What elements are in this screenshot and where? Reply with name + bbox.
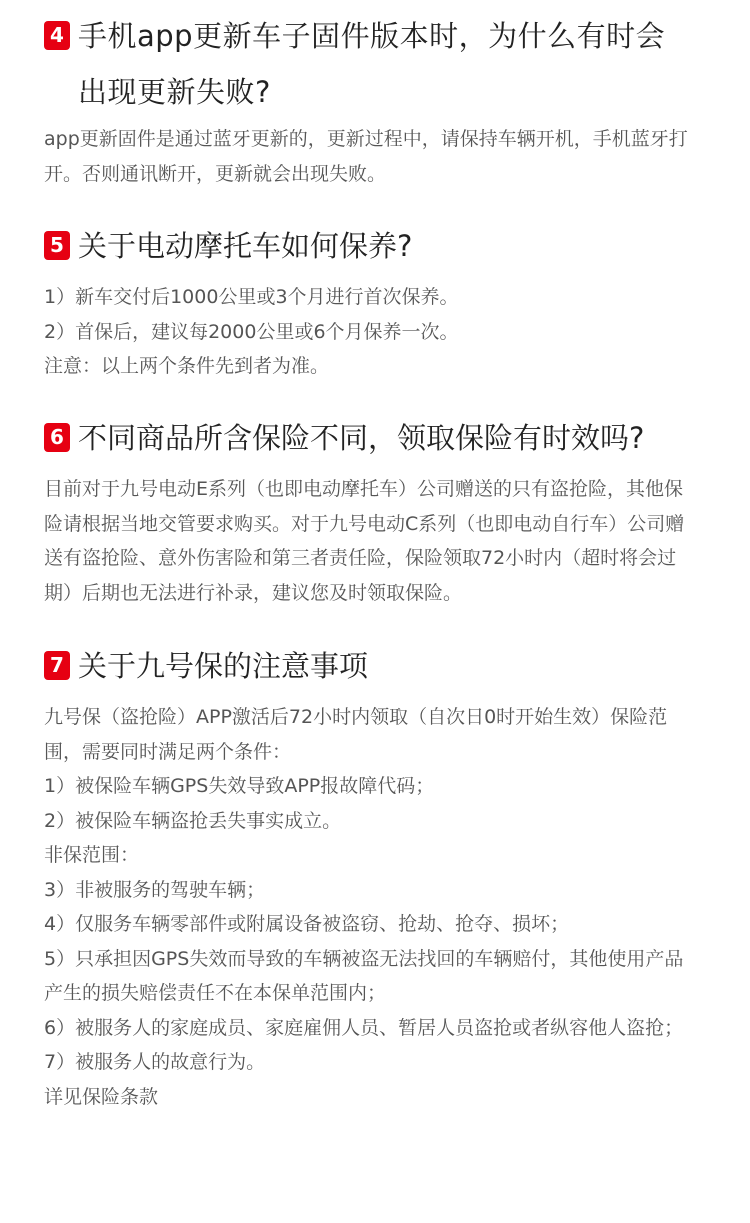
faq-answer xyxy=(44,280,694,384)
faq-title xyxy=(44,8,694,120)
answer-subheading: 非保范围： xyxy=(44,844,140,866)
answer-line: 7）被服务人的故意行为。 xyxy=(44,1051,266,1073)
answer-line: 1）新车交付后1000公里或3个月进行首次保养。 xyxy=(44,286,459,308)
answer-note: 注意：以上两个条件先到者为准。 xyxy=(44,355,330,377)
answer-line: 3）非被服务的驾驶车辆； xyxy=(44,878,266,901)
faq-title xyxy=(44,410,694,466)
faq-item-insurance-validity xyxy=(44,410,694,610)
answer-line: 2）首保后，建议每2000公里或6个月保养一次。 xyxy=(44,320,459,343)
number-badge: 6 xyxy=(44,423,70,452)
faq-title-text: 不同商品所含保险不同，领取保险有时效吗? xyxy=(78,421,645,455)
answer-footnote: 详见保险条款 xyxy=(44,1085,159,1108)
faq-title xyxy=(44,638,694,694)
faq-title-text: 关于九号保的注意事项 xyxy=(78,649,369,683)
answer-line: 4）仅服务车辆零部件或附属设备被盗窃、抢劫、抢夺、损坏； xyxy=(44,913,570,935)
number-badge: 5 xyxy=(44,231,70,260)
faq-answer xyxy=(44,472,694,610)
faq-title xyxy=(44,218,694,274)
faq-item-ninebot-insurance-notes xyxy=(44,638,694,1114)
answer-line: 1）被保险车辆GPS失效导致APP报故障代码； xyxy=(44,775,435,797)
faq-item-firmware-update xyxy=(44,8,694,191)
faq-title-text: 手机app更新车子固件版本时，为什么有时会出现更新失败? xyxy=(78,19,666,109)
answer-paragraph: 九号保（盗抢险）APP激活后72小时内领取（自次日0时开始生效）保险范围，需要同时满足两个条件： xyxy=(44,706,668,763)
faq-answer xyxy=(44,700,694,1114)
number-badge: 7 xyxy=(44,651,70,680)
faq-title-text: 关于电动摩托车如何保养? xyxy=(78,229,413,263)
answer-line: 5）只承担因GPS失效而导致的车辆被盗无法找回的车辆赔付，其他使用产品产生的损失赔偿责任不在本保单范围内； xyxy=(44,947,684,1004)
answer-paragraph: app更新固件是通过蓝牙更新的，更新过程中，请保持车辆开机，手机蓝牙打开。否则通讯断开，更新就会出现失败。 xyxy=(44,128,688,185)
answer-paragraph: 目前对于九号电动E系列（也即电动摩托车）公司赠送的只有盗抢险，其他保险请根据当地交管要求购买。对于九号电动C系列（也即电动自行车）公司赠送有盗抢险、意外伤害险和第三者责任险，保险领取72小时内（超时将会过期）后期也无法进行补录，建议您及时领取保险。 xyxy=(44,478,685,604)
faq-answer xyxy=(44,122,694,191)
faq-item-maintenance xyxy=(44,218,694,384)
number-badge: 4 xyxy=(44,21,70,50)
answer-line: 2）被保险车辆盗抢丢失事实成立。 xyxy=(44,809,342,832)
answer-line: 6）被服务人的家庭成员、家庭雇佣人员、暂居人员盗抢或者纵容他人盗抢； xyxy=(44,1016,684,1039)
